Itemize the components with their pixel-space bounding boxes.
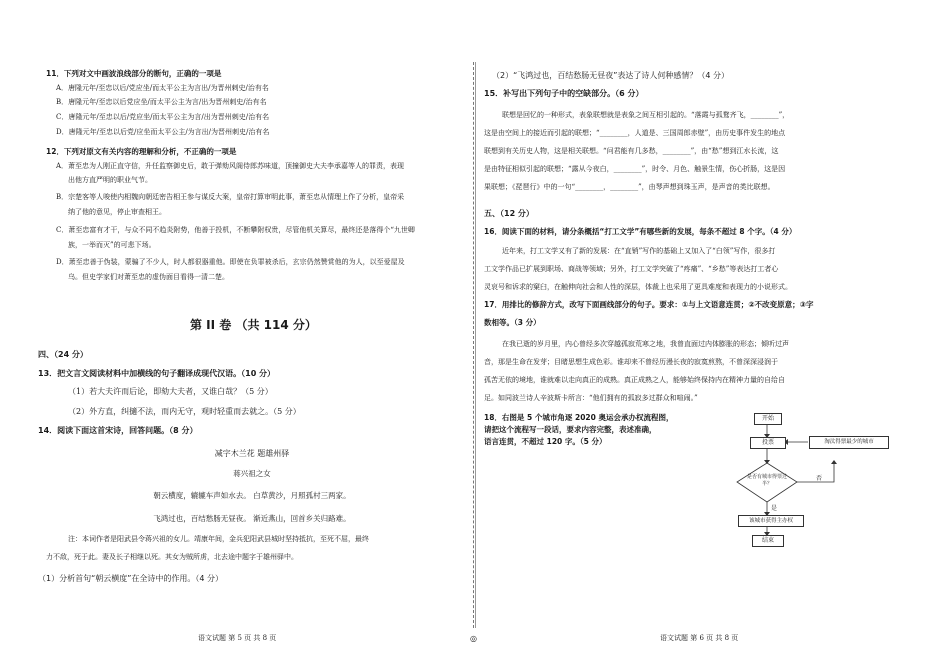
poem-title: 减字木兰花 题雄州驿: [214, 449, 290, 458]
q14-sub-2: （2）“飞鸿过也，百结愁肠无昼夜”表达了诗人何种感情？（4 分）: [492, 71, 730, 80]
question-18-line-2: 请把这个流程写一段话，要求内容完整，表述准确，: [484, 425, 657, 434]
q15-line-1: 联想是回忆的一种形式，表象联想就是表象之间互相引起的。“落霞与孤鹜齐飞，________”，: [502, 111, 790, 119]
right-footer: 语文试题 第 6 页 共 8 页: [660, 634, 739, 642]
flow-end: 结束: [752, 535, 784, 547]
flow-decision-label: 是否有城市得票过半？: [746, 474, 787, 487]
q12-option-a2: 出他方直严明的职业气节。: [68, 176, 152, 184]
q15-line-2: 这是由空间上的接近而引起的联想；“________，人道是、三国周郎赤壁”，由历史事件发生的地点: [484, 129, 786, 137]
poem-note-2: 力不敌，死于此。妻及长子相继以死。其女为贼所虏，北去途中题字于雄州驿中。: [46, 553, 298, 561]
flow-winner: 该城市获得主办权: [738, 515, 804, 527]
question-17-stem-1: 17．用排比的修辞方式，改写下面画线部分的句子。要求：①与上文语意连贯；②不改变原意；③字: [484, 300, 814, 309]
question-16-stem: 16．阅读下面的材料，请分条概括“打工文学”有哪些新的发展，每条不超过 8 个字。（4 分）: [484, 227, 797, 236]
question-14-stem: 14．阅读下面这首宋诗，回答问题。（8 分）: [38, 426, 198, 435]
q13-sentence-1: （1）若大夫许而后论，即劾大夫者，又谁白哉？（5 分）: [68, 387, 273, 396]
poem-line-2: 飞鸿过也，百结愁肠无昼夜。 渐近燕山，回首乡关归路难。: [153, 514, 351, 523]
poem-author: 蒋兴祖之女: [233, 469, 271, 478]
q12-option-b2: 纳了他的意见，停止审查相王。: [68, 208, 166, 216]
q11-option-b: B．唐隆元年/至忠以后党应坐/而太平公主为言/出为晋州刺史/治有名: [56, 98, 267, 106]
left-footer: 语文试题 第 5 页 共 8 页: [198, 634, 277, 642]
q11-option-c: C．唐隆元年/至忠以后/党应坐/而太平公主为言/出为晋州刺史/治有名: [56, 113, 270, 121]
part-4-heading: 四、（24 分）: [38, 350, 88, 359]
q17-line-2: 音，那是生命在发芽；目睹思想生成色彩。谁却来不曾经历漫长夜的寂寞煎熬，不曾深深浸润于: [484, 358, 778, 366]
q16-line-2: 工文学作品已扩展到职场、商战等领域；另外，打工文学突破了“疼痛”、“乡愁”等表达打工者心: [484, 265, 779, 273]
flow-yes-label: 是: [771, 505, 778, 512]
q14-sub-1: （1）分析首句“朝云横度”在全诗中的作用。（4 分）: [38, 574, 224, 583]
olympic-flowchart: [734, 402, 904, 552]
section-2-title: 第 II 卷 （共 114 分）: [190, 318, 317, 332]
q12-option-d2: 乌。但史学家们对萧至忠的虚伪面目看得一清二楚。: [68, 273, 229, 281]
q12-option-b1: B．宗楚客等人唆使内相魏向朝廷密告相王参与谋反大案，皇帝打算审明此事，萧至忠从情理上作了分析，皇帝采: [56, 193, 405, 201]
poem-note-1: 注：本词作者是阳武县令蒋兴祖的女儿。靖康年间，金兵犯阳武县城时坚持抵抗，至死不屈，最终: [68, 535, 369, 543]
q17-line-1: 在我已逝的岁月里，内心曾经多次穿越孤寂荒寒之地，我曾直面过内体膨胀的形态；倾听过声: [502, 340, 789, 348]
q12-option-d1: D．萧至忠善于伪装，蒙骗了不少人，时人都很器重他。即使在负罪被杀后，玄宗仍然赞赏他的为人，以至爱屋及: [56, 258, 405, 266]
q17-line-4: 足。如同波兰诗人辛波斯卡所言：“他们拥有的孤寂多过群众和喧闹。”: [484, 394, 698, 402]
question-17-stem-2: 数相等。（3 分）: [484, 318, 541, 327]
q13-sentence-2: （2）外方直，纠擿不法，而内无守，观时轻重而去就之。（5 分）: [68, 407, 301, 416]
column-divider-solid: [475, 62, 477, 628]
poem-line-1: 朝云横度，辘辘车声如水去。 白草黄沙，月照孤村三两家。: [153, 491, 351, 500]
question-12-stem: 12．下列对原文有关内容的理解和分析，不正确的一项是: [46, 147, 237, 156]
q16-line-1: 近年来，打工文学又有了新的发展：在“直销”写作的基础上又加入了“白领”写作，很多打: [502, 247, 776, 255]
q11-option-a: A．唐隆元年/至忠以后/党应坐/而太平公主为言出/为晋州刺史/治有名: [56, 84, 269, 92]
question-11-stem: 11．下列对文中画波浪线部分的断句，正确的一项是: [46, 69, 222, 78]
q15-line-3: 联想到有关历史人物，这是相关联想。“问君能有几多愁，________”，由“愁”想到江水长流，这: [484, 147, 779, 155]
flow-eliminate: 淘汰得票最少的城市: [809, 436, 889, 449]
part-5-heading: 五、（12 分）: [484, 209, 534, 218]
q12-option-c1: C．萧至忠富有才干，与众不同不趋炎附势，他善于投机，不断攀附权贵，尽管他机关算尽，最终还是落得个“九世卿: [56, 226, 415, 234]
q17-line-3: 孤苦无依的境地，谁就难以走向真正的成熟。真正成熟之人，能够始终保持内在精神力量的自给自: [484, 376, 785, 384]
flow-start: 开始: [754, 413, 782, 425]
q15-line-5: 果联想；《琵琶行》中的一句“________，________”，由琴声想到珠玉声，是声音的类比联想。: [484, 183, 775, 191]
question-18-line-1: 18．右图是 5 个城市角逐 2020 奥运会承办权流程图，: [484, 413, 674, 422]
question-15-stem: 15．补写出下列句子中的空缺部分。（6 分）: [484, 89, 644, 98]
left-page: [38, 0, 466, 671]
question-18-line-3: 语言连贯，不超过 120 字。（5 分）: [484, 437, 607, 446]
q16-line-3: 灵哀号和诉求的窠臼，在触伸向社会和人性的深层，体裁上也采用了更具难度和表现力的小说形式。: [484, 283, 792, 291]
flow-vote: 投票: [750, 437, 786, 449]
q12-option-a1: A．萧至忠为人刚正直守信，升任监察御史后，敢于弹劾风阁侍郎苏味道，顶撞御史大夫李承嘉等人的罪责，表现: [56, 162, 405, 170]
right-page: [484, 0, 908, 671]
flow-no-label: 否: [816, 475, 823, 482]
q11-option-d: D．唐隆元年/至忠以后党/应坐而太平公主/为言出/为晋州刺史/治有名: [56, 128, 270, 136]
binding-circle-icon: ◎: [470, 634, 477, 643]
arrowhead: [831, 460, 837, 464]
q15-line-4: 是由特征相似引起的联想；“露从今夜白，________”，时令、月色、触景生情，伤心折肠，这是因: [484, 165, 786, 173]
q12-option-c2: 族，一举而灭”的可悲下场。: [68, 241, 156, 249]
question-13-stem: 13．把文言文阅读材料中加横线的句子翻译成现代汉语。（10 分）: [38, 369, 276, 378]
